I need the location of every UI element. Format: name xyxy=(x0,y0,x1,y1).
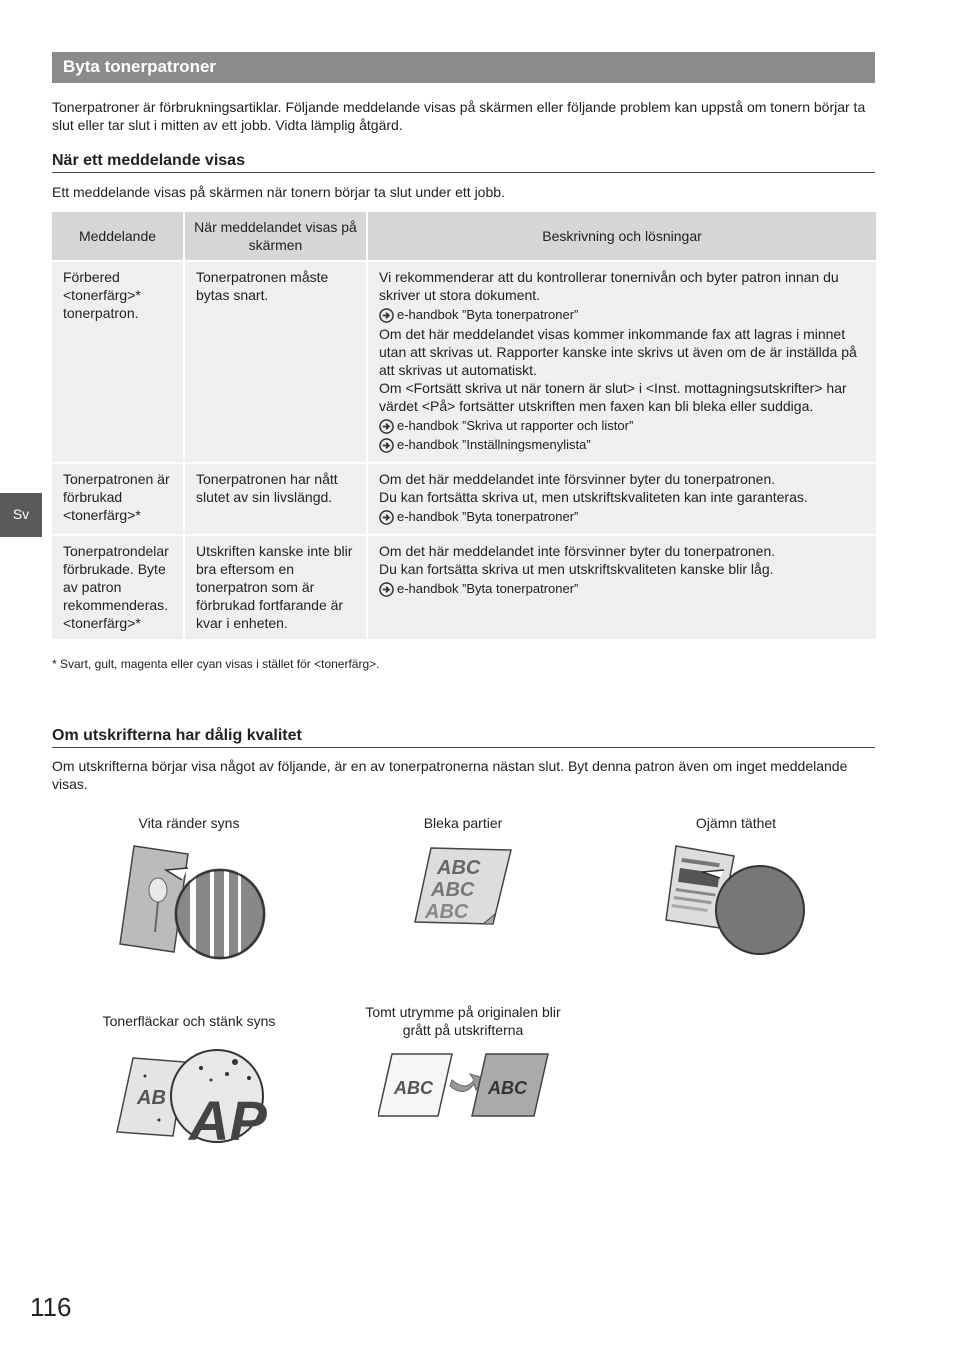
faded-illustration xyxy=(413,844,515,928)
description-text: Om det här meddelandet inte försvinner byter du tonerpatronen. xyxy=(379,471,776,487)
faded-text-line-2: ABC xyxy=(431,879,475,901)
section-title: Byta tonerpatroner xyxy=(63,57,217,76)
cell-message: Förbered <tonerfärg>* tonerpatron. xyxy=(52,261,184,463)
arrow-circle-icon xyxy=(379,438,394,453)
manual-reference xyxy=(379,307,866,323)
arrow-circle-icon xyxy=(379,419,394,434)
manual-reference xyxy=(379,437,866,453)
message-table xyxy=(52,212,876,641)
description-text: Du kan fortsätta skriva ut, men utskriftskvaliteten kan inte garanteras. xyxy=(379,489,808,505)
caption-uneven: Ojämn täthet xyxy=(695,815,777,831)
subsection-text-quality: Om utskrifterna börjar visa något av följande, är en av tonerpatronerna nästan slut. Byt denna patron även om inget meddelande visas. xyxy=(52,758,848,792)
spots-large-text: AP xyxy=(189,1089,267,1144)
cell-when: Tonerpatronen måste bytas snart. xyxy=(184,261,367,463)
footnote: * Svart, gult, magenta eller cyan visas i stället för <tonerfärg>. xyxy=(52,657,380,671)
reference-text: e-handbok ”Skriva ut rapporter och listor” xyxy=(397,418,634,433)
toner-spots-illustration xyxy=(115,1048,267,1144)
table-row xyxy=(52,261,876,463)
subsection-title-message: När ett meddelande visas xyxy=(52,152,875,173)
table-row xyxy=(52,463,876,535)
cell-description xyxy=(367,535,876,640)
spots-small-text: AB xyxy=(137,1087,166,1109)
section-title-bar xyxy=(52,52,875,83)
manual-reference xyxy=(379,509,866,525)
caption-gray-bg: Tomt utrymme på originalen blir grått på utskrifterna xyxy=(365,1004,561,1038)
reference-text: e-handbok ”Byta tonerpatroner” xyxy=(397,509,579,524)
intro-text: Tonerpatroner är förbrukningsartiklar. Följande meddelande visas på skärmen eller följande problem kan uppstå om tonern börjar ta slut eller tar slut i mitten av ett jobb. Vidta lämplig åtgärd. xyxy=(52,99,866,133)
reference-text: e-handbok ”Byta tonerpatroner” xyxy=(397,581,579,596)
description-text: Om <Fortsätt skriva ut när tonern är slut> i <Inst. mottagningsutskrifter> har värdet <På> fortsätter utskriften men faxen kan bli bleka eller suddiga. xyxy=(379,380,847,414)
description-text: Om det här meddelandet inte försvinner byter du tonerpatronen. xyxy=(379,543,776,559)
white-streaks-illustration xyxy=(118,842,268,960)
table-header-when: När meddelandet visas på skärmen xyxy=(184,212,367,261)
language-tab xyxy=(0,493,42,537)
original-text: ABC xyxy=(394,1078,433,1098)
table-row xyxy=(52,535,876,640)
faded-text-line-3: ABC xyxy=(425,901,469,923)
arrow-circle-icon xyxy=(379,582,394,597)
cell-when: Tonerpatronen har nått slutet av sin livslängd. xyxy=(184,463,367,535)
page-number: 116 xyxy=(30,1292,72,1322)
caption-white-streaks: Vita ränder syns xyxy=(138,815,240,831)
faded-text-line-1: ABC xyxy=(437,857,481,879)
description-text: Om det här meddelandet visas kommer inkommande fax att lagras i minnet utan att skrivas ut. Rapporter kanske inte skrivs ut även om de är inställda på att skrivas ut automatiskt. xyxy=(379,326,857,378)
cell-description xyxy=(367,463,876,535)
subsection-text-message: Ett meddelande visas på skärmen när tonern börjar ta slut under ett jobb. xyxy=(52,184,505,200)
cell-message: Tonerpatronen är förbrukad <tonerfärg>* xyxy=(52,463,184,535)
reference-text: e-handbok ”Inställningsmenylista” xyxy=(397,437,591,452)
arrow-circle-icon xyxy=(379,308,394,323)
description-text: Du kan fortsätta skriva ut men utskriftskvaliteten kanske blir låg. xyxy=(379,561,774,577)
reference-text: e-handbok ”Byta tonerpatroner” xyxy=(397,307,579,322)
cell-when: Utskriften kanske inte blir bra eftersom en tonerpatron som är förbrukad fortfarande är kvar i enheten. xyxy=(184,535,367,640)
table-header-row xyxy=(52,212,876,261)
uneven-density-illustration xyxy=(662,842,810,958)
cell-message: Tonerpatrondelar förbrukade. Byte av patron rekommenderas. <tonerfärg>* xyxy=(52,535,184,640)
table-header-message: Meddelande xyxy=(52,212,184,261)
copy-text: ABC xyxy=(488,1078,527,1098)
arrow-circle-icon xyxy=(379,510,394,525)
manual-reference xyxy=(379,581,866,597)
language-tab-label: Sv xyxy=(12,506,30,522)
gray-background-illustration xyxy=(378,1050,550,1120)
description-text: Vi rekommenderar att du kontrollerar tonernivån och byter patron innan du skriver ut stora dokument. xyxy=(379,269,839,303)
caption-faded: Bleka partier xyxy=(423,815,503,831)
table-header-description: Beskrivning och lösningar xyxy=(367,212,876,261)
cell-description xyxy=(367,261,876,463)
manual-reference xyxy=(379,418,866,434)
subsection-title-quality: Om utskrifterna har dålig kvalitet xyxy=(52,727,875,748)
caption-spots: Tonerfläckar och stänk syns xyxy=(102,1013,276,1029)
